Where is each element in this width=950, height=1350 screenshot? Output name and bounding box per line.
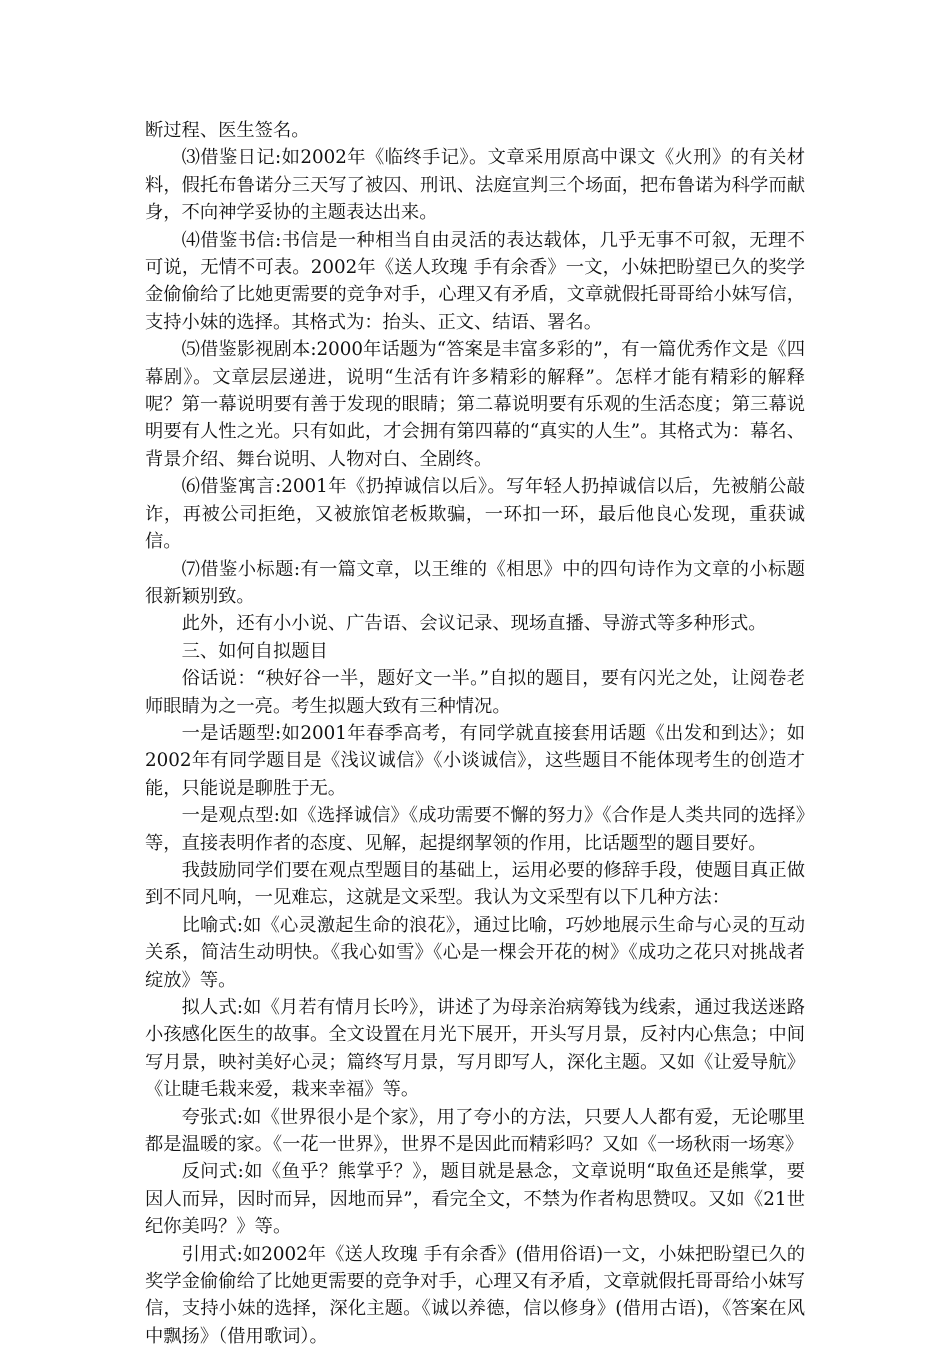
paragraph-personification: 拟人式:如《月若有情月长吟》，讲述了为母亲治病筹钱为线索，通过我送迷路小孩感化医生的故事。全文设置在月光下展开，开头写月景，反衬内心焦急；中间写月景，映衬美好心灵；篇终写月景，写月即写人，深化主题。又如《让爱导航》《让睫毛栽来爱，栽来幸福》等。 xyxy=(145,997,805,1101)
paragraph-viewpoint-type: 一是观点型:如《选择诚信》《成功需要不懈的努力》《合作是人类共同的选择》等，直接表明作者的态度、见解，起提纲挈领的作用，比话题型的题目要好。 xyxy=(145,805,805,854)
document-page xyxy=(145,117,805,1350)
paragraph-metaphor: 比喻式:如《心灵激起生命的浪花》，通过比喻，巧妙地展示生命与心灵的互动关系，简洁生动明快。《我心如雪》《心是一棵会开花的树》《成功之花只对挑战者绽放》等。 xyxy=(145,914,805,991)
paragraph-other-forms: 此外，还有小小说、广告语、会议记录、现场直播、导游式等多种形式。 xyxy=(181,613,767,635)
paragraph-continuation: 断过程、医生签名。 xyxy=(145,120,310,141)
paragraph-proverb: 俗话说：“秧好谷一半，题好文一半。”自拟的题目，要有闪光之处，让阅卷老师眼睛为之一亮。考生拟题大致有三种情况。 xyxy=(145,668,805,717)
paragraph-screenplay: ⑸借鉴影视剧本:2000年话题为“答案是丰富多彩的”，有一篇优秀作文是《四幕剧》。文章层层递进，说明“生活有许多精彩的解释”。怎样才能有精彩的解释呢？第一幕说明要有善于发现的眼睛；第二幕说明要有乐观的生活态度；第三幕说明要有人性之光。只有如此，才会拥有第四幕的“真实的人生”。其格式为：幕名、背景介绍、舞台说明、人物对白、全剧终。 xyxy=(145,339,805,470)
paragraph-diary: ⑶借鉴日记:如2002年《临终手记》。文章采用原高中课文《火刑》的有关材料，假托布鲁诺分三天写了被囚、刑讯、法庭宣判三个场面，把布鲁诺为科学而献身，不向神学妥协的主题表达出来。 xyxy=(145,147,805,224)
paragraph-rhetorical-question: 反问式:如《鱼乎？熊掌乎？》，题目就是悬念，文章说明“取鱼还是熊掌，要因人而异，因时而异，因地而异”，看完全文，不禁为作者构思赞叹。又如《21世纪你美吗？》等。 xyxy=(145,1161,805,1238)
paragraph-quotation: 引用式:如2002年《送人玫瑰 手有余香》(借用俗语)一文，小妹把盼望已久的奖学金偷偷给了比她更需要的竞争对手，心理又有矛盾，文章就假托哥哥给小妹写信，支持小妹的选择，深化主题。《诚以养德，信以修身》(借用古语)，《答案在风中飘扬》（借用歌词）。 xyxy=(145,1243,805,1347)
paragraph-letter: ⑷借鉴书信:书信是一种相当自由灵活的表达载体，几乎无事不可叙，无理不可说，无情不可表。2002年《送人玫瑰 手有余香》一文，小妹把盼望已久的奖学金偷偷给了比她更需要的竞争对手，心理又有矛盾，文章就假托哥哥给小妹写信，支持小妹的选择。其格式为：抬头、正文、结语、署名。 xyxy=(145,229,805,333)
paragraph-topic-type: 一是话题型:如2001年春季高考，有同学就直接套用话题《出发和到达》；如2002年有同学题目是《浅议诚信》《小谈诚信》，这些题目不能体现考生的创造才能，只能说是聊胜于无。 xyxy=(145,722,805,799)
paragraph-literary-type: 我鼓励同学们要在观点型题目的基础上，运用必要的修辞手段，使题目真正做到不同凡响，一见难忘，这就是文采型。我认为文采型有以下几种方法： xyxy=(145,859,805,909)
section-heading: 三、如何自拟题目 xyxy=(181,640,328,662)
paragraph-fable: ⑹借鉴寓言:2001年《扔掉诚信以后》。写年轻人扔掉诚信以后，先被艄公敲诈，再被公司拒绝，又被旅馆老板欺骗，一环扣一环，最后他良心发现，重获诚信。 xyxy=(145,476,805,553)
paragraph-subtitle: ⑺借鉴小标题:有一篇文章，以王维的《相思》中的四句诗作为文章的小标题很新颖别致。 xyxy=(145,558,805,607)
paragraph-exaggeration: 夸张式:如《世界很小是个家》，用了夸小的方法，只要人人都有爱，无论哪里都是温暖的家。《一花一世界》，世界不是因此而精彩吗？又如《一场秋雨一场寒》 xyxy=(145,1106,805,1156)
